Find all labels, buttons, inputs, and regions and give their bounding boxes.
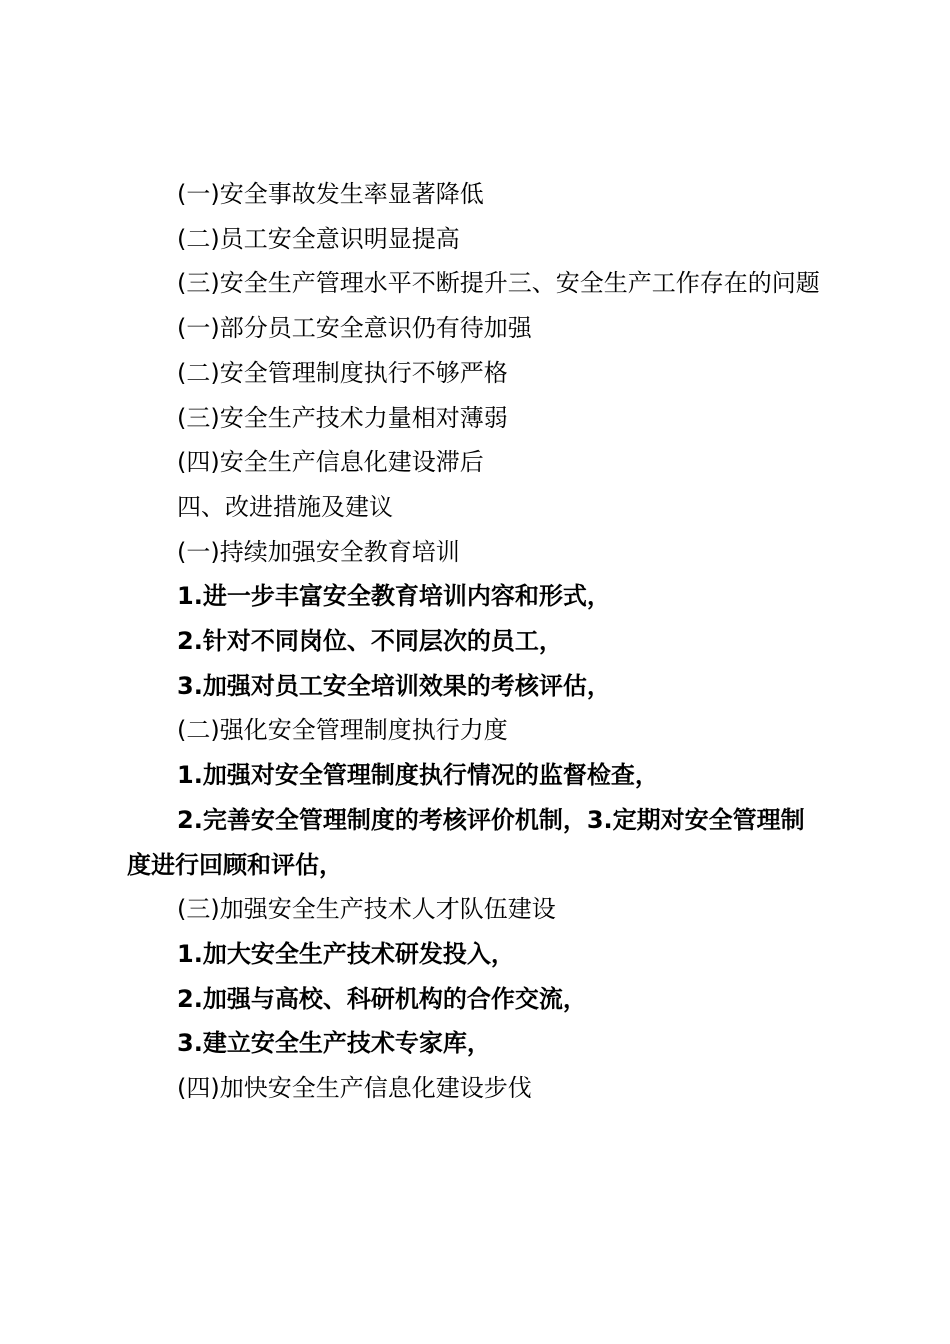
paragraph-13: (二)强化安全管理制度执行力度 <box>177 716 508 745</box>
paragraph-20: (四)加快安全生产信息化建设步伐 <box>177 1074 532 1103</box>
paragraph-2: (二)员工安全意识明显提高 <box>177 224 460 253</box>
paragraph-15: 2.完善安全管理制度的考核评价机制，3.定期对安全管理制度进行回顾和评估， <box>127 805 805 879</box>
paragraph-16: (三)加强安全生产技术人才队伍建设 <box>177 895 556 924</box>
paragraph-12: 3.加强对员工安全培训效果的考核评估， <box>177 671 611 700</box>
paragraph-10: 1.进一步丰富安全教育培训内容和形式， <box>177 582 611 611</box>
paragraph-1: (一)安全事故发生率显著降低 <box>177 180 484 208</box>
paragraph-4: (一)部分员工安全意识仍有待加强 <box>177 314 532 343</box>
paragraph-6: (三)安全生产技术力量相对薄弱 <box>177 403 508 432</box>
paragraph-14: 1.加强对安全管理制度执行情况的监督检查， <box>177 761 659 790</box>
paragraph-19: 3.建立安全生产技术专家库， <box>177 1029 491 1058</box>
section-heading-4: 四、改进措施及建议 <box>177 492 393 521</box>
paragraph-3: (三)安全生产管理水平不断提升三、安全生产工作存在的问题 <box>177 269 820 298</box>
document-body <box>127 172 827 1111</box>
paragraph-7: (四)安全生产信息化建设滞后 <box>177 448 484 477</box>
paragraph-18: 2.加强与高校、科研机构的合作交流， <box>177 984 587 1013</box>
paragraph-11: 2.针对不同岗位、不同层次的员工， <box>177 627 563 656</box>
paragraph-5: (二)安全管理制度执行不够严格 <box>177 358 508 387</box>
paragraph-17: 1.加大安全生产技术研发投入， <box>177 939 515 968</box>
paragraph-9: (一)持续加强安全教育培训 <box>177 537 460 566</box>
